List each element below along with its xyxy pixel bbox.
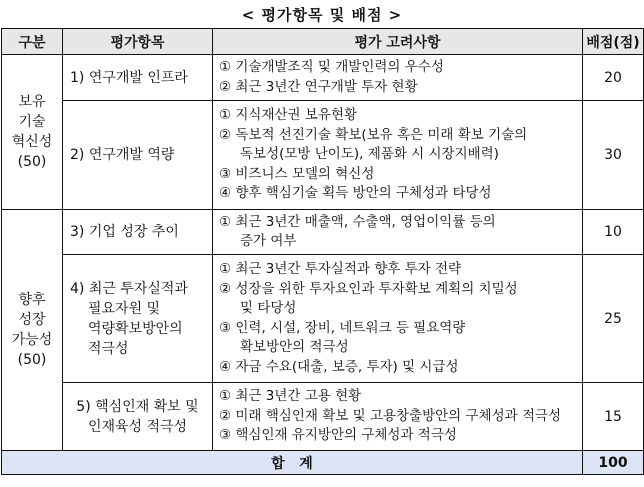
score-cell: 10 xyxy=(583,210,644,255)
criteria-line: ④ 향후 핵심기술 획득 방안의 구체성과 타당성 xyxy=(219,185,492,202)
category-line: 성장 xyxy=(18,312,46,328)
criteria-line: ① 최근 3년간 고용 현황 xyxy=(219,388,362,405)
category-cell xyxy=(2,55,63,210)
criteria-line: 증가 여부 xyxy=(240,233,297,249)
criteria-line: ② 최근 3년간 연구개발 투자 현황 xyxy=(219,78,418,95)
criteria-line: ① 지식재산권 보유현황 xyxy=(219,107,358,124)
item-label: 인재육성 적극성 xyxy=(87,418,188,435)
category-line: 보유 xyxy=(18,94,46,110)
item-label: 2) 연구개발 역량 xyxy=(70,147,175,163)
criteria-line: 독보성(모방 난이도), 제품화 시 시장지배력) xyxy=(240,146,499,163)
criteria-line: ③ 비즈니스 모델의 혁신성 xyxy=(219,165,375,182)
table-row xyxy=(2,255,644,383)
criteria-line: ② 성장을 위한 투자요인과 투자확보 계획의 치밀성 xyxy=(219,280,518,297)
criteria-cell xyxy=(213,210,583,255)
criteria-line: ① 최근 3년간 매출액, 수출액, 영업이익률 등의 xyxy=(219,213,496,230)
criteria-line: 및 타당성 xyxy=(240,300,297,316)
category-line: (50) xyxy=(17,154,47,170)
table-row xyxy=(2,383,644,451)
score-cell: 30 xyxy=(583,101,644,210)
item-label: 적극성 xyxy=(88,340,129,357)
item-label: 5) 핵심인재 확보 및 xyxy=(76,398,199,415)
category-cell xyxy=(2,210,63,451)
criteria-line: ③ 인력, 시설, 장비, 네트워크 등 필요역량 xyxy=(219,319,466,336)
criteria-line: ② 미래 핵심인재 확보 및 고용창출방안의 구체성과 적극성 xyxy=(219,407,562,424)
item-label: 역량확보방안의 xyxy=(88,320,183,337)
item-label: 1) 연구개발 인프라 xyxy=(70,69,188,86)
table-title: < 평가항목 및 배점 > xyxy=(241,6,403,24)
category-line: 가능성 xyxy=(11,332,53,348)
header-row xyxy=(2,29,644,55)
score-cell: 20 xyxy=(583,55,644,101)
criteria-line: ① 최근 3년간 투자실적과 향후 투자 전략 xyxy=(219,261,462,277)
table-row xyxy=(2,210,644,255)
item-cell xyxy=(63,55,213,101)
total-row xyxy=(2,451,644,475)
item-label: 3) 기업 성장 추이 xyxy=(70,224,179,240)
category-line: 혁신성 xyxy=(11,134,53,150)
table-row xyxy=(2,55,644,101)
item-cell xyxy=(63,101,213,210)
total-label: 합 계 xyxy=(2,451,583,475)
item-label: 4) 최근 투자실적과 xyxy=(70,280,188,297)
score-cell: 25 xyxy=(583,255,644,383)
category-line: 향후 xyxy=(18,292,46,308)
item-cell xyxy=(63,383,213,451)
score-cell: 15 xyxy=(583,383,644,451)
item-label: 필요자원 및 xyxy=(88,300,161,317)
evaluation-table xyxy=(1,28,644,475)
header-criteria: 평가 고려사항 xyxy=(213,29,583,55)
criteria-line: 확보방안의 적극성 xyxy=(240,339,349,355)
header-category: 구분 xyxy=(2,29,63,55)
category-line: 기술 xyxy=(18,114,46,130)
header-item: 평가항목 xyxy=(63,29,213,55)
criteria-line: ④ 자금 수요(대출, 보증, 투자) 및 시급성 xyxy=(219,358,459,375)
item-cell xyxy=(63,210,213,255)
total-score: 100 xyxy=(583,451,644,475)
criteria-cell xyxy=(213,255,583,383)
criteria-line: ③ 핵심인재 유지방안의 구체성과 적극성 xyxy=(219,427,457,444)
table-row xyxy=(2,101,644,210)
criteria-cell xyxy=(213,383,583,451)
criteria-cell xyxy=(213,101,583,210)
criteria-cell xyxy=(213,55,583,101)
item-cell xyxy=(63,255,213,383)
criteria-line: ① 기술개발조직 및 개발인력의 우수성 xyxy=(219,59,444,75)
header-score: 배점(점) xyxy=(583,29,644,55)
criteria-line: ② 독보적 선진기술 확보(보유 혹은 미래 확보 기술의 xyxy=(219,126,528,143)
category-line: (50) xyxy=(17,352,47,368)
